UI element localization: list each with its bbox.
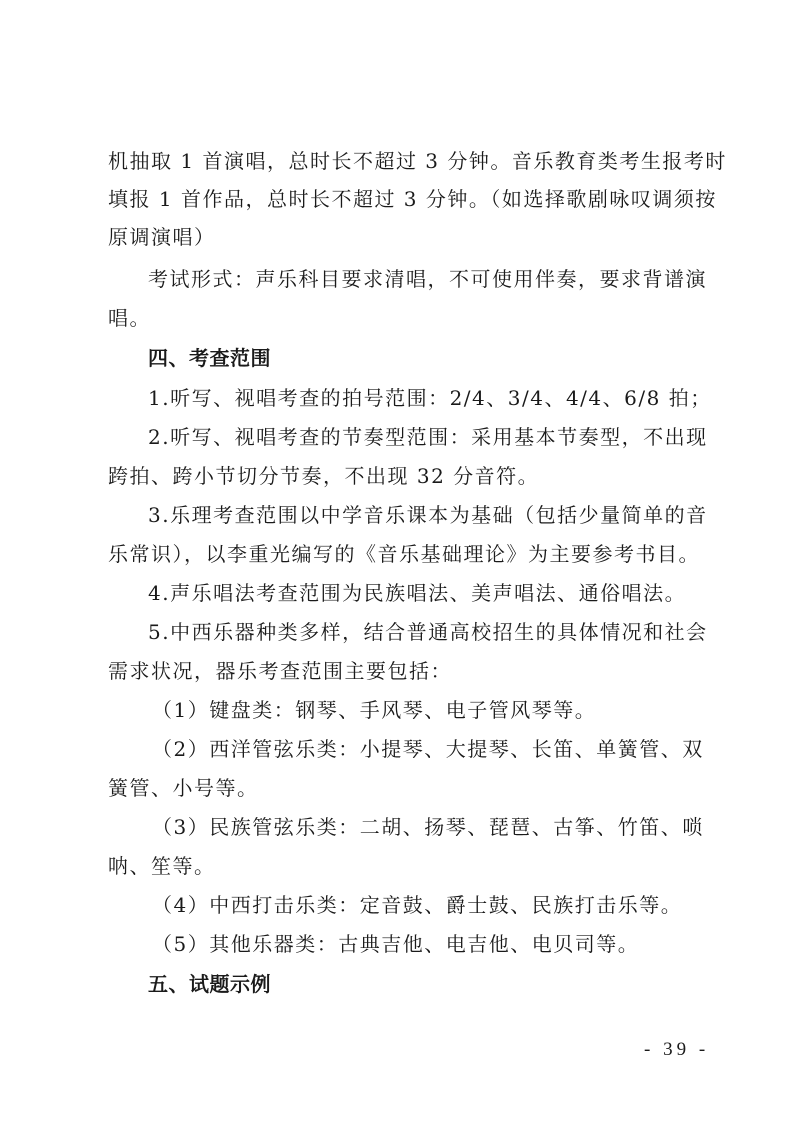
list-item-continuation: 跨拍、跨小节切分节奏，不出现 32 分音符。 [108,464,540,488]
list-item: 1.听写、视唱考查的拍号范围：2/4、3/4、4/4、6/8 拍； [148,386,712,410]
paragraph-line: 考试形式：声乐科目要求清唱，不可使用伴奏，要求背谱演 [148,267,707,291]
paragraph-line: 机抽取 1 首演唱，总时长不超过 3 分钟。音乐教育类考生报考时 [108,149,727,173]
page-number: - 39 - [644,1039,710,1060]
sub-list-item: （5）其他乐器类：古典吉他、电吉他、电贝司等。 [152,932,640,956]
paragraph-line: 唱。 [108,306,151,330]
sub-list-item: （3）民族管弦乐类：二胡、扬琴、琵琶、古筝、竹笛、唢 [152,815,704,839]
sub-list-item-continuation: 簧管、小号等。 [108,776,259,800]
paragraph-line: 填报 1 首作品，总时长不超过 3 分钟。（如选择歌剧咏叹调须按 [108,187,717,211]
sub-list-item: （2）西洋管弦乐类：小提琴、大提琴、长笛、单簧管、双 [152,737,704,761]
section-heading-scope: 四、考查范围 [148,346,271,370]
list-item: 2.听写、视唱考查的节奏型范围：采用基本节奏型，不出现 [148,425,708,449]
sub-list-item: （4）中西打击乐类：定音鼓、爵士鼓、民族打击乐等。 [152,893,683,917]
list-item: 5.中西乐器种类多样，结合普通高校招生的具体情况和社会 [148,620,708,644]
list-item-continuation: 需求状况，器乐考查范围主要包括： [108,659,452,683]
sub-list-item: （1）键盘类：钢琴、手风琴、电子管风琴等。 [152,698,597,722]
section-heading-examples: 五、试题示例 [148,972,271,996]
list-item-continuation: 乐常识），以李重光编写的《音乐基础理论》为主要参考书目。 [108,542,700,566]
list-item: 4.声乐唱法考查范围为民族唱法、美声唱法、通俗唱法。 [148,581,687,605]
list-item: 3.乐理考查范围以中学音乐课本为基础（包括少量简单的音 [148,503,708,527]
paragraph-line: 原调演唱） [108,225,216,249]
sub-list-item-continuation: 呐、笙等。 [108,854,216,878]
